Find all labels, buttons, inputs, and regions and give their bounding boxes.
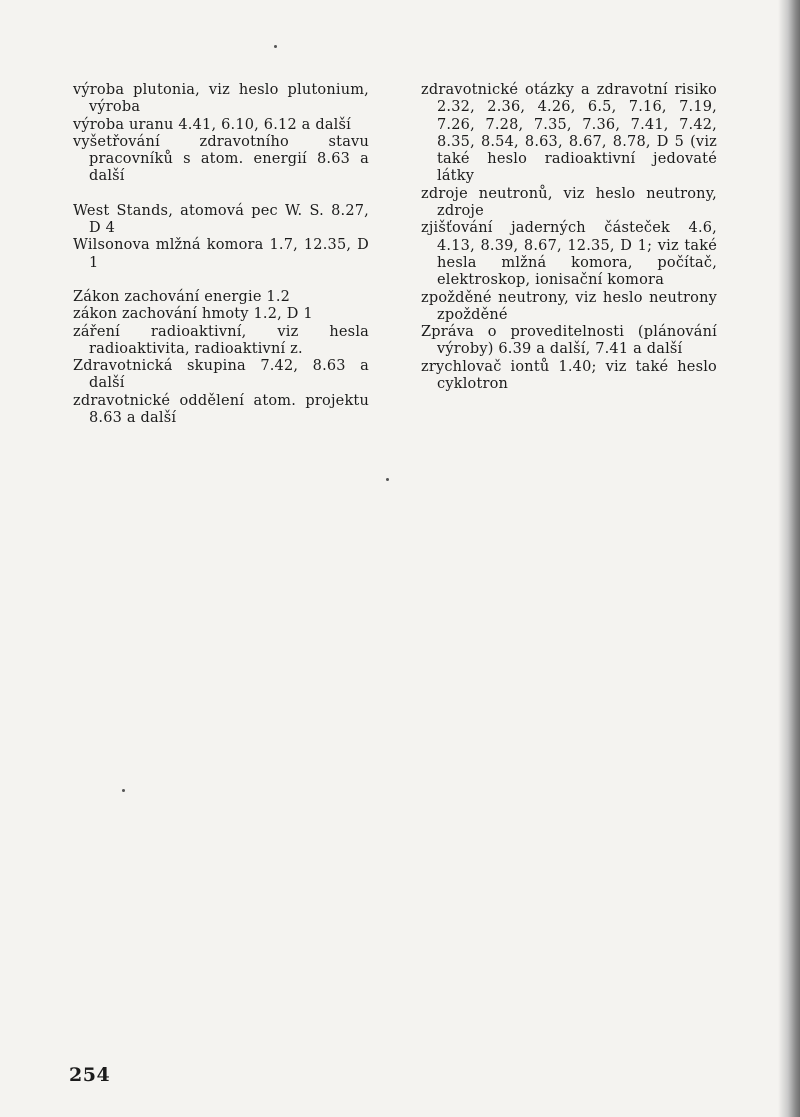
index-entry: West Stands, atomová pec W. S. 8.27, D 4 [73, 202, 369, 237]
index-entry: zákon zachování hmoty 1.2, D 1 [73, 306, 313, 323]
index-entry: zdravotnické oddělení atom. projektu 8.63 a další [73, 392, 369, 427]
index-entry: záření radioaktivní, viz hesla radioaktivita, radioaktivní z. [73, 323, 369, 357]
section-gap [73, 272, 369, 289]
index-entry: vyšetřování zdravotního stavu pracovníků s atom. energií 8.63 a další [73, 133, 369, 185]
index-entry: výroba plutonia, viz heslo plutonium, výroba [73, 82, 369, 116]
section-gap [73, 186, 369, 203]
index-entry: zpožděné neutrony, viz heslo neutrony zpožděné [421, 289, 717, 323]
index-entry: zdravotnické otázky a zdravotní risiko 2.32, 2.36, 4.26, 6.5, 7.16, 7.19, 7.26, 7.28, 7.35, 7.36, 7.41, 7.42, 8.35, 8.54, 8.63, 8.67, 8.78, D 5 (viz také heslo radioaktivní jedovaté látky [421, 82, 717, 185]
print-speck [274, 45, 277, 48]
index-entry: Wilsonova mlžná komora 1.7, 12.35, D 1 [73, 237, 369, 271]
index-entry: Zákon zachování energie 1.2 [73, 288, 291, 305]
index-entry: Zdravotnická skupina 7.42, 8.63 a další [73, 358, 369, 392]
index-entry: výroba uranu 4.41, 6.10, 6.12 a další [73, 116, 351, 133]
page-number: 254 [69, 1064, 111, 1086]
index-entry: zrychlovač iontů 1.40; viz také heslo cyklotron [421, 358, 717, 393]
index-column-right [421, 82, 717, 393]
index-column-left [73, 82, 369, 427]
index-entry: zjišťování jaderných částeček 4.6, 4.13, 8.39, 8.67, 12.35, D 1; viz také hesla mlžná komora, počítač, elektroskop, ionisační komora [421, 220, 717, 289]
page-edge-shadow [778, 0, 800, 1117]
print-speck [122, 789, 125, 792]
index-entry: Zpráva o proveditelnosti (plánování výroby) 6.39 a další, 7.41 a další [421, 324, 717, 358]
index-entry: zdroje neutronů, viz heslo neutrony, zdroje [421, 185, 717, 220]
print-speck [386, 478, 389, 481]
